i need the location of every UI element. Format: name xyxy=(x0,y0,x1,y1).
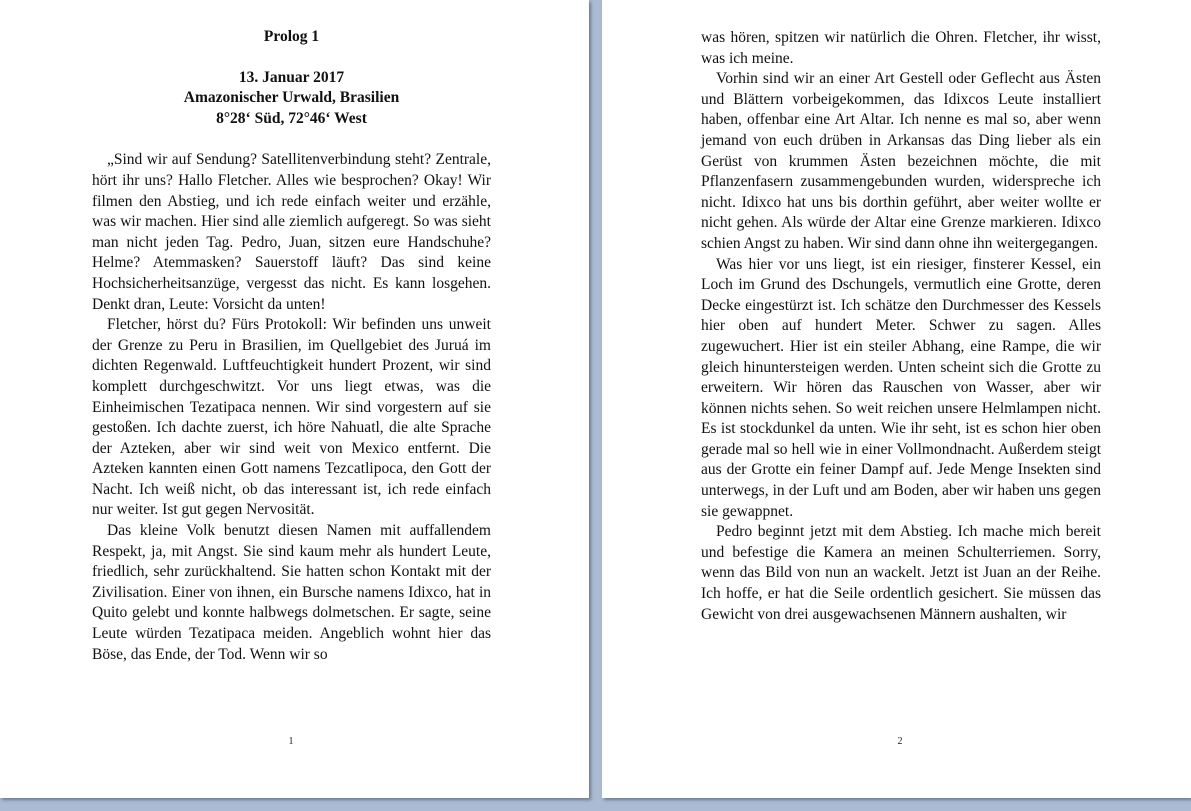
paragraph: Pedro beginnt jetzt mit dem Abstieg. Ich mache mich bereit und befestige die Kamera an meinen Schulterriemen. Sorry, wenn das Bild von nun an wackelt. Jetzt ist Juan an der Reihe. Ich hoffe, er hat die Seile ordentlich gesichert. Sie müssen das Gewicht von drei ausgewachsenen Männern aushalten, wir xyxy=(701,523,1101,623)
page-1 xyxy=(0,0,589,798)
paragraph: Vorhin sind wir an einer Art Gestell oder Geflecht aus Ästen und Blättern vorbeigekommen, das Idixcos Leute installiert haben, offenbar eine Art Altar. Ich nenne es mal so, aber wenn jemand von euch drüben in Arkansas das Ding lieber als ein Gerüst von krummen Ästen bezeichnen möchte, die mit Pflanzenfasern zusammengebunden wurden, widerspreche ich nicht. Idixco hat uns bis dorthin geführt, aber weiter wollte er nicht gehen. Als würde der Altar eine Grenze markieren. Idixco schien Angst zu haben. Wir sind dann ohne ihn weitergegangen. xyxy=(701,70,1101,252)
page-1-text xyxy=(92,27,491,665)
paragraph: Was hier vor uns liegt, ist ein riesiger, finsterer Kessel, ein Loch im Grund des Dschungels, vermutlich eine Grotte, deren Decke eingestürzt ist. Ich schätze den Durchmesser des Kessels hier oben auf hundert Meter. Schwer zu sagen. Alles zugewuchert. Hier ist ein steiler Abhang, eine Rampe, die wir gleich hinuntersteigen werden. Unten scheint sich die Grotte zu erweitern. Wir hören das Rauschen von Wasser, aber wir können nichts sehen. So weit reichen unsere Helmlampen nicht. Es ist stockdunkel da unten. Wie ihr seht, ist es schon hier oben gerade mal so hell wie in einer Vollmondnacht. Außerdem steigt aus der Grotte ein feiner Dampf auf. Jede Menge Insekten sind unterwegs, in der Luft und am Boden, aber wir haben uns gegen sie gewappnet. xyxy=(701,255,1101,520)
paragraph: „Sind wir auf Sendung? Satellitenverbindung steht? Zentrale, hört ihr uns? Hallo Fletcher. Alles wie besprochen? Okay! Wir filmen den Abstieg, und ich rede einfach weiter und erzähle, was wir machen. Hier sind alle ziemlich aufgeregt. So was sieht man nicht jeden Tag. Pedro, Juan, sitzen eure Handschuhe? Helme? Atemmasken? Sauerstoff läuft? Das sind keine Hochsicherheitsanzüge, vergesst das nicht. Es kann losgehen. Denkt dran, Leute: Vorsicht da unten! xyxy=(92,151,491,313)
chapter-meta xyxy=(92,68,491,130)
paragraph: Das kleine Volk benutzt diesen Namen mit auffallendem Respekt, ja, mit Angst. Sie sind kaum mehr als hundert Leute, friedlich, sehr zurückhaltend. Sie hatten schon Kontakt mit der Zivilisation. Einer von ihnen, ein Bursche namens Idixco, hat in Quito gelebt und konnte halbwegs dolmetschen. Er sagte, seine Leute würden Tezatipaca meiden. Angeblich wohnt hier das Böse, das Ende, der Tod. Wenn wir so xyxy=(92,522,491,663)
page-number: 1 xyxy=(288,736,294,747)
page-2-text xyxy=(701,28,1101,625)
paragraph: Fletcher, hörst du? Fürs Protokoll: Wir befinden uns unweit der Grenze zu Peru in Brasilien, im Quellgebiet des Juruá im dichten Regenwald. Luftfeuchtigkeit hundert Prozent, wir sind komplett durchgeschwitzt. Vor uns liegt etwas, was die Einheimischen Tezatipaca nennen. Wir sind vorgestern auf sie gestoßen. Ich dachte zuerst, ich höre Nahuatl, die alte Sprache der Azteken, aber wir sind weit von Mexico entfernt. Die Azteken kannten einen Gott namens Tezcatlipoca, den Gott der Nacht. Ich weiß nicht, ob das interessant ist, ich rede einfach nur weiter. Ist gut gegen Nervosität. xyxy=(92,316,491,519)
chapter-location: Amazonischer Urwald, Brasilien xyxy=(183,89,400,107)
chapter-title: Prolog 1 xyxy=(263,28,320,45)
chapter-date: 13. Januar 2017 xyxy=(238,68,345,86)
page-number: 2 xyxy=(897,736,903,747)
paragraph-continuation: was hören, spitzen wir natürlich die Ohren. Fletcher, ihr wisst, was ich meine. xyxy=(701,29,1101,67)
chapter-coordinates: 8°28‘ Süd, 72°46‘ West xyxy=(216,109,367,127)
page-2 xyxy=(602,0,1191,798)
